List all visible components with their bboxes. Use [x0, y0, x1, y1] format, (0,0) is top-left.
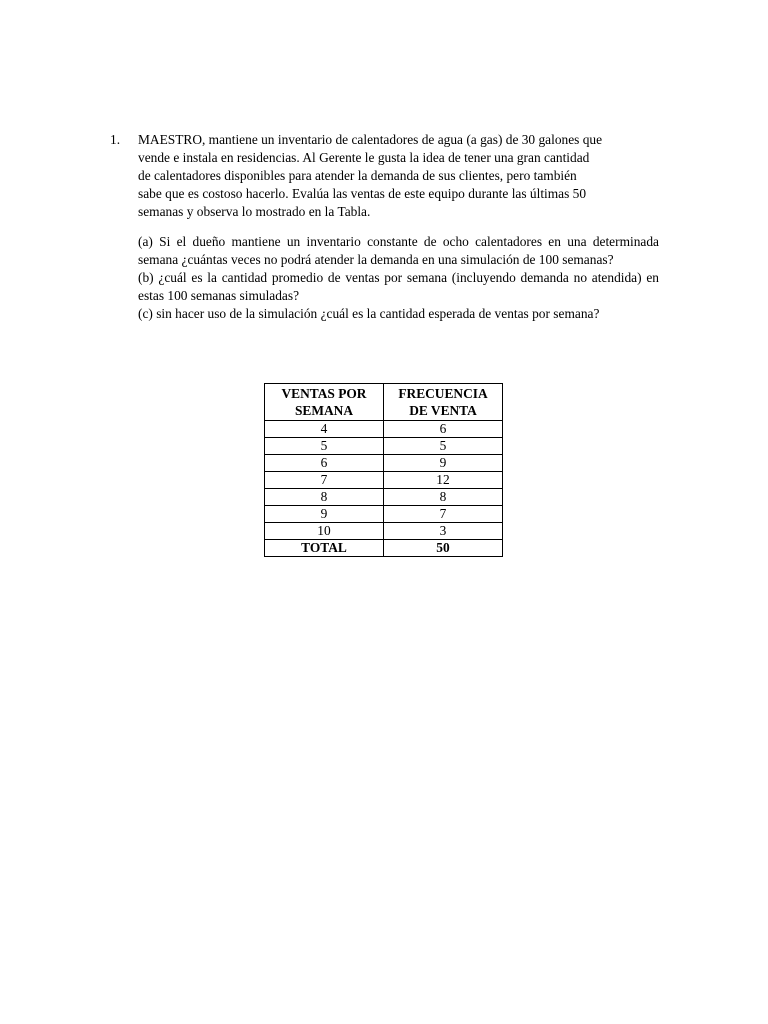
statement-line: de calentadores disponibles para atender la demanda de sus clientes, pero también: [138, 168, 577, 183]
sales-frequency-table: [264, 383, 503, 557]
table-row: [265, 472, 503, 489]
cell-frecuencia: 12: [384, 472, 503, 489]
cell-ventas: 5: [265, 438, 384, 455]
cell-frecuencia: 9: [384, 455, 503, 472]
cell-ventas: 8: [265, 489, 384, 506]
table-row: [265, 523, 503, 540]
header-line: VENTAS POR: [281, 386, 367, 401]
table-row: [265, 438, 503, 455]
cell-ventas: 9: [265, 506, 384, 523]
question-c: (c) sin hacer uso de la simulación ¿cuál es la cantidad esperada de ventas por semana?: [138, 306, 600, 321]
statement-line: MAESTRO, mantiene un inventario de calentadores de agua (a gas) de 30 galones que: [138, 132, 603, 147]
problem-body: [138, 131, 659, 323]
header-ventas-por-semana: [265, 384, 384, 421]
cell-ventas: 4: [265, 421, 384, 438]
problem-number: 1.: [110, 132, 121, 147]
table-header-row: [265, 384, 503, 421]
cell-frecuencia: 6: [384, 421, 503, 438]
header-line: DE VENTA: [409, 403, 477, 418]
statement-line: vende e instala en residencias. Al Gerente le gusta la idea de tener una gran cantidad: [138, 150, 590, 165]
header-frecuencia-de-venta: [384, 384, 503, 421]
cell-frecuencia: 8: [384, 489, 503, 506]
total-label: TOTAL: [265, 540, 384, 557]
sales-frequency-table-wrapper: [264, 383, 503, 557]
table-row: [265, 421, 503, 438]
statement-line: sabe que es costoso hacerlo. Evalúa las ventas de este equipo durante las últimas 50: [138, 186, 587, 201]
question-b: (b) ¿cuál es la cantidad promedio de ventas por semana (incluyendo demanda no atendida) en estas 100 semanas simuladas?: [138, 270, 659, 303]
cell-frecuencia: 3: [384, 523, 503, 540]
cell-ventas: 6: [265, 455, 384, 472]
table-row: [265, 455, 503, 472]
questions: [138, 233, 659, 323]
header-line: FRECUENCIA: [398, 386, 488, 401]
total-value: 50: [384, 540, 503, 557]
table-row: [265, 506, 503, 523]
cell-frecuencia: 5: [384, 438, 503, 455]
question-a: (a) Si el dueño mantiene un inventario constante de ocho calentadores en una determinada semana ¿cuántas veces no podrá atender la demanda en una simulación de 100 semanas?: [138, 234, 659, 267]
cell-ventas: 10: [265, 523, 384, 540]
statement-line: semanas y observa lo mostrado en la Tabla.: [138, 204, 371, 219]
cell-frecuencia: 7: [384, 506, 503, 523]
problem-statement: [138, 131, 659, 221]
table-total-row: [265, 540, 503, 557]
cell-ventas: 7: [265, 472, 384, 489]
table-row: [265, 489, 503, 506]
header-line: SEMANA: [294, 403, 354, 418]
